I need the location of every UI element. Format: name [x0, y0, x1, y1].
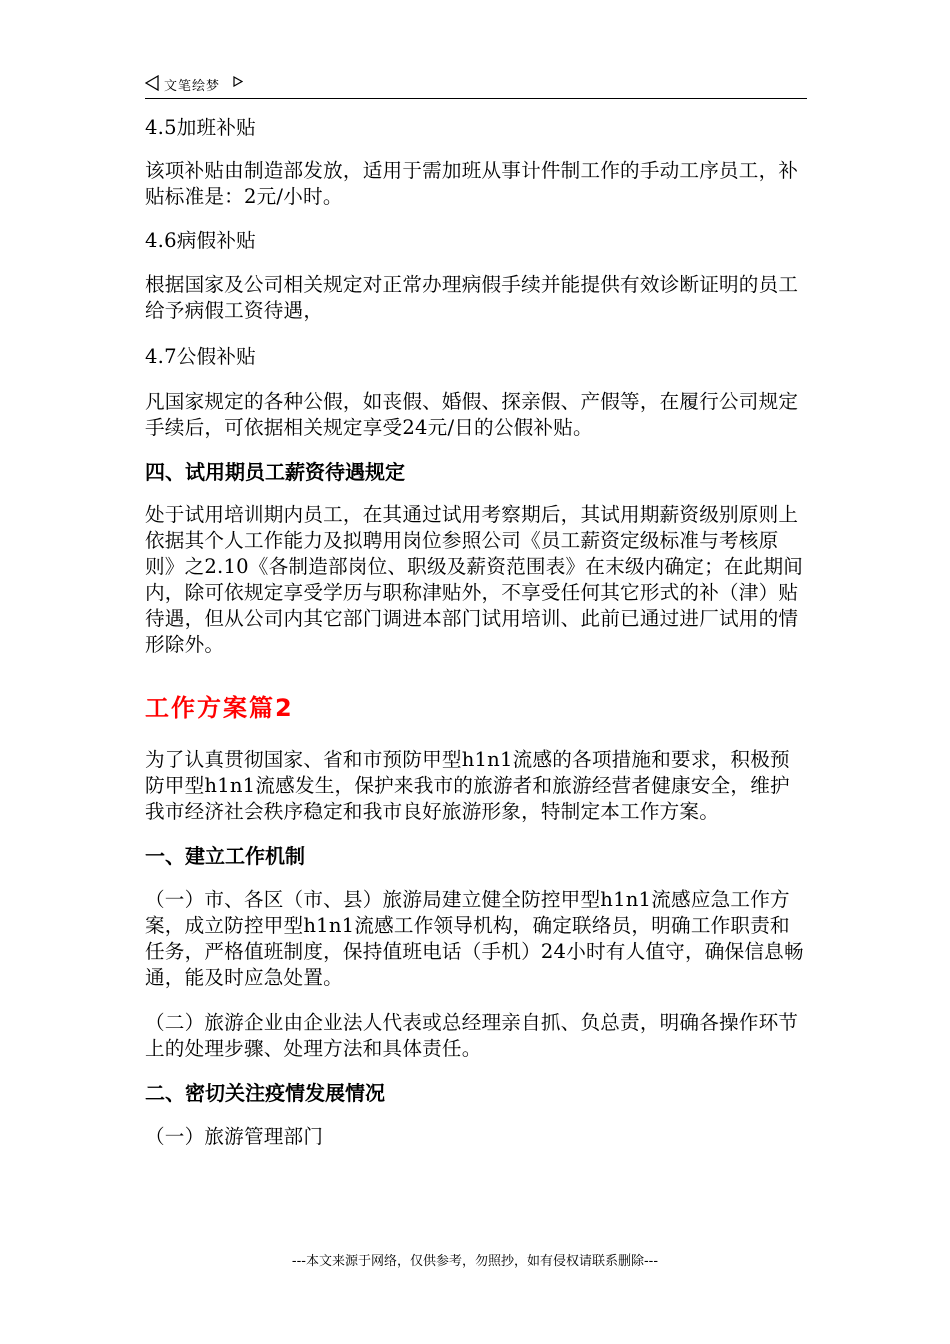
page-header	[145, 72, 807, 99]
heading-1-para-2: （二）旅游企业由企业法人代表或总经理亲自抓、负总责，明确各操作环节上的处理步骤、处理方法和具体责任。	[145, 1011, 799, 1060]
section-4-5-title: 4.5加班补贴	[145, 116, 256, 139]
section-4-7-title: 4.7公假补贴	[145, 345, 256, 368]
triangle-left-icon	[145, 75, 159, 91]
header-brand: 文笔绘梦	[164, 79, 221, 94]
triangle-right-icon	[233, 76, 243, 87]
plan-2-title: 工作方案篇2	[145, 694, 294, 722]
document-body	[145, 115, 807, 1150]
section-4-7-body: 凡国家规定的各种公假，如丧假、婚假、探亲假、产假等，在履行公司规定手续后，可依据相关规定享受24元/日的公假补贴。	[145, 390, 799, 439]
heading-2-para-1: （一）旅游管理部门	[145, 1125, 324, 1148]
page-footer: ---本文来源于网络，仅供参考，勿照抄，如有侵权请联系删除---	[291, 1254, 659, 1269]
heading-1: 一、建立工作机制	[145, 844, 305, 868]
section-4-6-body: 根据国家及公司相关规定对正常办理病假手续并能提供有效诊断证明的员工给予病假工资待遇，	[145, 273, 799, 322]
heading-1-para-1: （一）市、各区（市、县）旅游局建立健全防控甲型h1n1流感应急工作方案，成立防控甲型h1n1流感工作领导机构，确定联络员，明确工作职责和任务，严格值班制度，保持值班电话（手机）24小时有人值守，确保信息畅通，能及时应急处置。	[145, 888, 804, 989]
section-4-6-title: 4.6病假补贴	[145, 229, 256, 252]
section-4-heading: 四、试用期员工薪资待遇规定	[145, 460, 405, 484]
plan-2-intro: 为了认真贯彻国家、省和市预防甲型h1n1流感的各项措施和要求，积极预防甲型h1n1流感发生，保护来我市的旅游者和旅游经营者健康安全，维护我市经济社会秩序稳定和我市良好旅游形象，特制定本工作方案。	[145, 748, 790, 823]
section-4-5-body: 该项补贴由制造部发放，适用于需加班从事计件制工作的手动工序员工，补贴标准是：2元/小时。	[145, 159, 799, 208]
heading-2: 二、密切关注疫情发展情况	[145, 1081, 385, 1105]
section-4-body: 处于试用培训期内员工，在其通过试用考察期后，其试用期薪资级别原则上依据其个人工作能力及拟聘用岗位参照公司《员工薪资定级标准与考核原则》之2.10《各制造部岗位、职级及薪资范围表》在末级内确定；在此期间内，除可依规定享受学历与职称津贴外，不享受任何其它形式的补（津）贴待遇，但从公司内其它部门调进本部门试用培训、此前已通过进厂试用的情形除外。	[145, 503, 804, 656]
